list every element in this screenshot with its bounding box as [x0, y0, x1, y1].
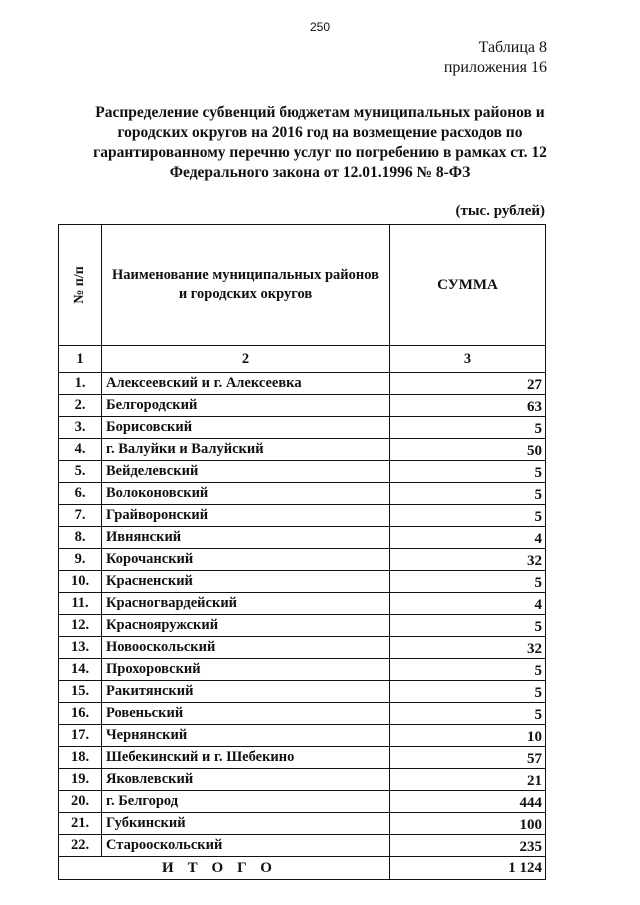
- table-row: [59, 593, 546, 615]
- district-name: Краснояружский: [102, 615, 390, 637]
- district-name: Красненский: [102, 571, 390, 593]
- table-row: [59, 395, 546, 417]
- column-index: 1: [59, 346, 102, 373]
- row-sum: 100: [390, 813, 546, 835]
- row-number: 10.: [59, 571, 102, 593]
- row-number: 12.: [59, 615, 102, 637]
- row-number: 4.: [59, 439, 102, 461]
- row-sum: 57: [390, 747, 546, 769]
- district-name: Губкинский: [102, 813, 390, 835]
- row-sum: 5: [390, 461, 546, 483]
- row-sum: 32: [390, 549, 546, 571]
- district-name: Ракитянский: [102, 681, 390, 703]
- row-sum: 21: [390, 769, 546, 791]
- row-number: 6.: [59, 483, 102, 505]
- table-row: [59, 769, 546, 791]
- column-index: 3: [390, 346, 546, 373]
- subsidy-table: [58, 224, 546, 880]
- row-number: 2.: [59, 395, 102, 417]
- column-index-row: [59, 346, 546, 373]
- district-name: Корочанский: [102, 549, 390, 571]
- row-sum: 5: [390, 505, 546, 527]
- district-name: Борисовский: [102, 417, 390, 439]
- row-sum: 63: [390, 395, 546, 417]
- table-row: [59, 835, 546, 857]
- total-label: ИТОГО: [59, 857, 390, 880]
- district-name: Новооскольский: [102, 637, 390, 659]
- district-name: Вейделевский: [102, 461, 390, 483]
- header-sum: СУММА: [390, 225, 546, 346]
- district-name: Белгородский: [102, 395, 390, 417]
- row-sum: 10: [390, 725, 546, 747]
- district-name: г. Белгород: [102, 791, 390, 813]
- district-name: Чернянский: [102, 725, 390, 747]
- column-index: 2: [102, 346, 390, 373]
- table-row: [59, 417, 546, 439]
- header-number-label: № п/п: [72, 266, 87, 304]
- row-sum: 5: [390, 483, 546, 505]
- row-number: 17.: [59, 725, 102, 747]
- row-number: 9.: [59, 549, 102, 571]
- district-name: Шебекинский и г. Шебекино: [102, 747, 390, 769]
- table-row: [59, 615, 546, 637]
- row-sum: 235: [390, 835, 546, 857]
- district-name: Яковлевский: [102, 769, 390, 791]
- district-name: Старооскольский: [102, 835, 390, 857]
- row-sum: 32: [390, 637, 546, 659]
- district-name: Грайворонский: [102, 505, 390, 527]
- row-sum: 5: [390, 615, 546, 637]
- row-number: 22.: [59, 835, 102, 857]
- row-number: 3.: [59, 417, 102, 439]
- table-row: [59, 725, 546, 747]
- row-sum: 50: [390, 439, 546, 461]
- district-name: Алексеевский и г. Алексеевка: [102, 373, 390, 395]
- header-name: Наименование муниципальных районов и городских округов: [102, 225, 390, 346]
- row-number: 16.: [59, 703, 102, 725]
- table-row: [59, 527, 546, 549]
- table-row: [59, 791, 546, 813]
- table-body: [59, 373, 546, 857]
- document-title: Распределение субвенций бюджетам муниципальных районов и городских округов на 2016 год на возмещение расходов по гарантированному перечню услуг по погребению в рамках ст. 12 Федерального закона от 12.01.1996 № 8-ФЗ: [93, 104, 547, 181]
- row-number: 7.: [59, 505, 102, 527]
- table-row: [59, 439, 546, 461]
- district-name: Прохоровский: [102, 659, 390, 681]
- header-row: [59, 225, 546, 346]
- appendix-label: приложения 16: [443, 59, 547, 76]
- total-row: [59, 857, 546, 880]
- row-number: 20.: [59, 791, 102, 813]
- table-row: [59, 571, 546, 593]
- row-sum: 27: [390, 373, 546, 395]
- table-label: Таблица 8: [478, 39, 547, 56]
- table-row: [59, 637, 546, 659]
- table-row: [59, 703, 546, 725]
- row-sum: 5: [390, 681, 546, 703]
- row-sum: 5: [390, 703, 546, 725]
- row-sum: 5: [390, 417, 546, 439]
- table-row: [59, 461, 546, 483]
- table-row: [59, 681, 546, 703]
- row-number: 8.: [59, 527, 102, 549]
- row-sum: 4: [390, 527, 546, 549]
- district-name: Ровеньский: [102, 703, 390, 725]
- units-label: (тыс. рублей): [455, 203, 545, 219]
- table-row: [59, 549, 546, 571]
- row-number: 15.: [59, 681, 102, 703]
- district-name: Ивнянский: [102, 527, 390, 549]
- row-sum: 5: [390, 659, 546, 681]
- row-number: 1.: [59, 373, 102, 395]
- row-sum: 444: [390, 791, 546, 813]
- row-number: 14.: [59, 659, 102, 681]
- row-number: 18.: [59, 747, 102, 769]
- row-number: 11.: [59, 593, 102, 615]
- table-row: [59, 813, 546, 835]
- table-row: [59, 747, 546, 769]
- table-row: [59, 505, 546, 527]
- row-number: 21.: [59, 813, 102, 835]
- district-name: г. Валуйки и Валуйский: [102, 439, 390, 461]
- district-name: Волоконовский: [102, 483, 390, 505]
- table-row: [59, 483, 546, 505]
- appendix-reference: [444, 38, 547, 78]
- page-number: 250: [309, 20, 331, 34]
- row-number: 13.: [59, 637, 102, 659]
- total-sum: 1 124: [390, 857, 546, 880]
- table-row: [59, 373, 546, 395]
- row-number: 19.: [59, 769, 102, 791]
- header-number: [59, 225, 102, 346]
- table-row: [59, 659, 546, 681]
- row-sum: 5: [390, 571, 546, 593]
- district-name: Красногвардейский: [102, 593, 390, 615]
- row-sum: 4: [390, 593, 546, 615]
- row-number: 5.: [59, 461, 102, 483]
